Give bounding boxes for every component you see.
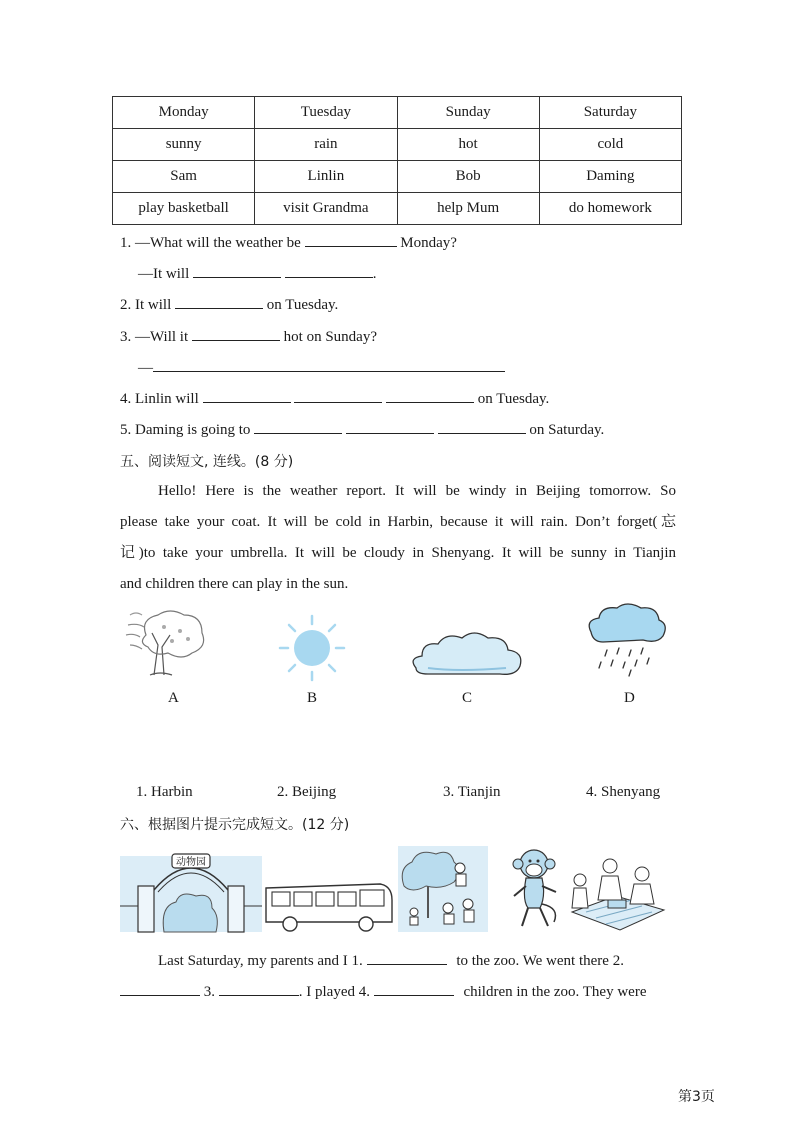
answer-blank[interactable]: [386, 388, 474, 403]
passage-line: Hello! Here is the weather report. It will be windy in Beijing tomorrow. So: [158, 483, 676, 499]
table-cell: Daming: [539, 161, 681, 193]
picture-letter-d: D: [624, 690, 635, 706]
section-5-heading: 五、阅读短文, 连线。(8 分): [120, 454, 294, 470]
monkey-icon: [508, 846, 564, 932]
table-cell: sunny: [113, 129, 255, 161]
answer-blank[interactable]: [254, 419, 342, 434]
city-harbin: 1. Harbin: [136, 784, 193, 800]
picture-letter-b: B: [307, 690, 318, 706]
section-6-heading: 六、根据图片提示完成短文。(12 分): [120, 817, 350, 833]
question-3b: —: [138, 357, 505, 377]
passage-line: 记)to take your umbrella. It will be cloudy in Shenyang. It will be sunny in Tianjin: [120, 545, 676, 561]
table-row: [113, 129, 682, 161]
passage-line: please take your coat. It will be cold in Harbin, because it will rain. Don’t forget(忘: [120, 514, 676, 530]
table-cell: Bob: [397, 161, 539, 193]
answer-blank[interactable]: [305, 232, 397, 247]
answer-blank[interactable]: [175, 294, 263, 309]
bus-icon: [262, 880, 396, 932]
table-cell: do homework: [539, 193, 681, 225]
question-3a: 3. —Will it hot on Sunday?: [120, 326, 377, 346]
answer-blank[interactable]: [438, 419, 526, 434]
question-2: 2. It will on Tuesday.: [120, 294, 338, 314]
picnic-family-icon: [566, 852, 666, 932]
weather-table: [112, 96, 682, 225]
picture-letter-c: C: [462, 690, 473, 706]
question-5: 5. Daming is going to on Saturday.: [120, 419, 604, 439]
table-row: [113, 97, 682, 129]
table-cell: Sunday: [397, 97, 539, 129]
table-row: [113, 161, 682, 193]
passage6-line1: Last Saturday, my parents and I 1. to the zoo. We went there 2.: [158, 950, 624, 970]
answer-blank[interactable]: [192, 326, 280, 341]
windy-tree-icon: [124, 605, 210, 681]
table-cell: play basketball: [113, 193, 255, 225]
question-1a: 1. —What will the weather be Monday?: [120, 232, 457, 252]
answer-blank[interactable]: [285, 263, 373, 278]
table-cell: hot: [397, 129, 539, 161]
answer-blank[interactable]: [346, 419, 434, 434]
city-shenyang: 4. Shenyang: [586, 784, 661, 800]
table-cell: Sam: [113, 161, 255, 193]
question-4: 4. Linlin will on Tuesday.: [120, 388, 549, 408]
city-tianjin: 3. Tianjin: [443, 784, 501, 800]
picture-letter-a: A: [168, 690, 179, 706]
answer-blank-3[interactable]: [219, 981, 299, 996]
table-cell: rain: [255, 129, 397, 161]
rain-cloud-icon: [585, 602, 669, 676]
answer-blank-4[interactable]: [374, 981, 454, 996]
sun-icon: [276, 612, 348, 684]
page-number: 第3页: [678, 1089, 715, 1105]
question-1b: —It will .: [138, 263, 377, 283]
table-cell: cold: [539, 129, 681, 161]
city-beijing: 2. Beijing: [277, 784, 337, 800]
table-cell: Saturday: [539, 97, 681, 129]
table-cell: Monday: [113, 97, 255, 129]
table-cell: visit Grandma: [255, 193, 397, 225]
table-row: [113, 193, 682, 225]
answer-blank-2[interactable]: [120, 981, 200, 996]
answer-blank[interactable]: [294, 388, 382, 403]
table-cell: Linlin: [255, 161, 397, 193]
passage-line: and children there can play in the sun.: [120, 576, 349, 592]
table-cell: Tuesday: [255, 97, 397, 129]
cloud-icon: [408, 628, 526, 680]
answer-blank-1[interactable]: [367, 950, 447, 965]
zoo-sign-text: 动物园: [176, 857, 206, 868]
zoo-gate-icon: [120, 846, 262, 932]
answer-blank[interactable]: [193, 263, 281, 278]
table-cell: help Mum: [397, 193, 539, 225]
playing-children-icon: [398, 846, 488, 932]
passage6-line2: 3. . I played 4. children in the zoo. They were: [120, 981, 646, 1001]
answer-blank[interactable]: [153, 357, 505, 372]
answer-blank[interactable]: [203, 388, 291, 403]
